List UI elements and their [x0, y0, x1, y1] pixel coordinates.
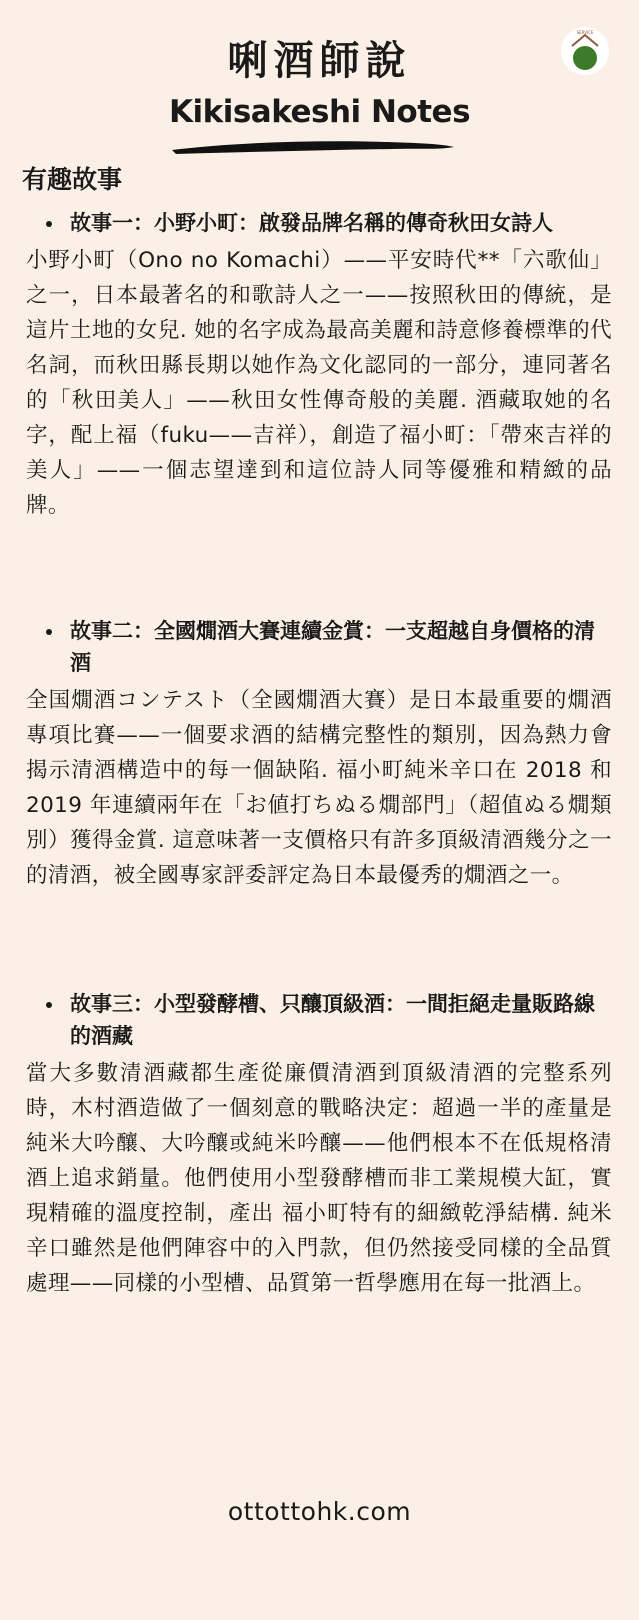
- section-heading: 有趣故事: [22, 165, 123, 194]
- story-item: [26, 988, 612, 1301]
- bullet-icon: [46, 1002, 52, 1008]
- story-body: 小野小町（Ono no Komachi）——平安時代**「六歌仙」之一，日本最著名的和歌詩人之一——按照秋田的傳統，是這片土地的女兒. 她的名字成為最高美麗和詩意修養標準的代名詞，而秋田縣長期以她作為文化認同的一部分，連同著名的「秋田美人」——秋田女性傳奇般的美麗. 酒藏取她的名字，配上福（fuku——吉祥），創造了福小町：「帶來吉祥的美人」——一個志望達到和這位詩人同等優雅和精緻的品牌。: [26, 248, 612, 518]
- logo-text: SERVICE: [576, 30, 594, 35]
- page-title-english: Kikisakeshi Notes: [168, 94, 471, 130]
- story-title: 故事一：小野小町：啟發品牌名稱的傳奇秋田女詩人: [26, 207, 612, 239]
- brush-stroke-underline: [168, 136, 458, 158]
- bullet-icon: [46, 221, 52, 227]
- story-title: 故事二：全國燗酒大賽連續金賞：一支超越自身價格的清酒: [26, 615, 612, 679]
- brand-logo: [560, 26, 610, 76]
- story-body: 當大多數清酒藏都生產從廉價清酒到頂級清酒的完整系列時，木村酒造做了一個刻意的戰略決定：超過一半的產量是純米大吟釀、大吟釀或純米吟釀——他們根本不在低規格清酒上追求銷量。他們使用小型發酵槽而非工業規模大缸，實現精確的溫度控制，產出 福小町特有的細緻乾淨結構. 純米辛口雖然是他們陣容中的入門款，但仍然接受同樣的全品質處理——同樣的小型槽、品質第一哲學應用在每一批酒上。: [26, 1061, 612, 1296]
- story-body: 全国燗酒コンテスト（全國燗酒大賽）是日本最重要的燗酒專項比賽——一個要求酒的結構完整性的類別，因為熱力會揭示清酒構造中的每一個缺陷. 福小町純米辛口在 2018 和 2019 年連續兩年在「お値打ちぬる燗部門」（超值ぬる燗類別）獲得金賞. 這意味著一支價格只有許多頂級清酒幾分之一的清酒，被全國專家評委評定為日本最優秀的燗酒之一。: [26, 688, 612, 888]
- page-title-chinese: 唎酒師說: [227, 38, 412, 84]
- story-item: [26, 615, 612, 893]
- story-title: 故事三：小型發酵槽、只釀頂級酒：一間拒絕走量販路線的酒藏: [26, 988, 612, 1052]
- website-link[interactable]: ottottohk.com: [227, 1497, 412, 1526]
- story-item: [26, 207, 612, 523]
- bullet-icon: [46, 629, 52, 635]
